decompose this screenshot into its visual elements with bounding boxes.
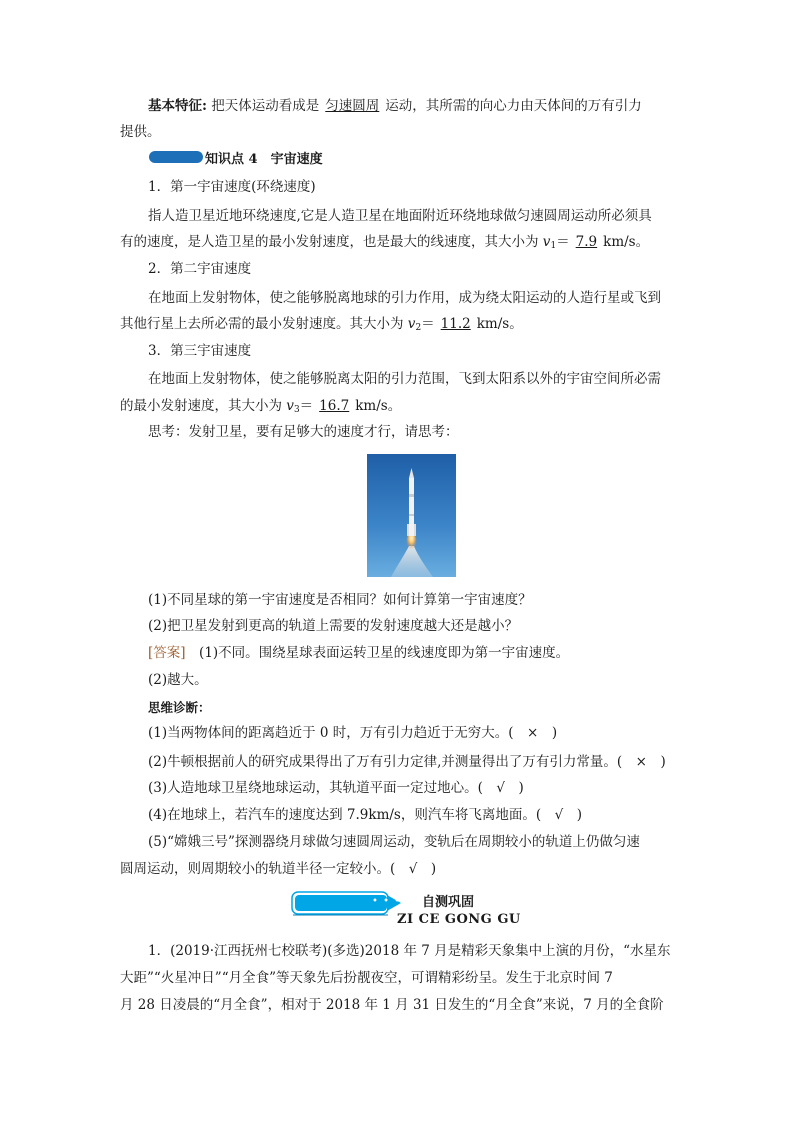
second-velocity-var: v	[407, 316, 416, 332]
rocket-launch-image	[367, 454, 456, 577]
section-dots: • • •	[372, 896, 402, 907]
second-velocity-text: 其他行星上去所必需的最小发射速度。其大小为	[120, 316, 408, 332]
knowledge-point-title: 知识点 4 宇宙速度	[205, 152, 323, 167]
second-velocity-line2	[120, 313, 523, 339]
third-velocity-unit: km/s。	[355, 398, 402, 414]
answer-text-1: (1)不同。围绕星球表面运转卫星的线速度即为第一宇宙速度。	[185, 645, 570, 661]
second-velocity-line1: 在地面上发射物体，使之能够脱离地球的引力作用，成为绕太阳运动的人造行星或飞到	[148, 290, 661, 306]
third-velocity-heading: 3．第三宇宙速度	[148, 343, 252, 359]
second-velocity-sub: 2	[415, 323, 422, 333]
knowledge-point-marker	[149, 151, 203, 163]
exercise-line: 月 28 日凌晨的“月全食”，相对于 2018 年 1 月 31 日发生的“月全食”来说，7 月的全食阶	[120, 997, 664, 1013]
section-title: 自测巩固	[422, 895, 475, 910]
first-velocity-line2	[120, 231, 649, 257]
third-velocity-line1: 在地面上发射物体，使之能够脱离太阳的引力范围，飞到太阳系以外的宇宙空间所必需	[148, 371, 661, 387]
basic-feature-text-after: 运动，其所需的向心力由天体间的万有引力	[385, 98, 642, 114]
basic-feature-blank: 匀速圆周	[325, 98, 380, 114]
think-prompt: 思考：发射卫星，要有足够大的速度才行，请思考：	[148, 424, 459, 440]
exercise-line: 1．(2019·江西抚州七校联考)(多选)2018 年 7 月是精彩天象集中上演的月份，“水星东	[148, 943, 671, 959]
section-subtitle: ZI CE GONG GU	[397, 912, 521, 927]
first-velocity-unit: km/s。	[603, 234, 650, 250]
third-velocity-sub: 3	[293, 405, 300, 415]
second-velocity-blank: 11.2	[440, 316, 471, 332]
basic-feature-line	[148, 95, 642, 117]
answer-label: [答案]	[148, 645, 186, 661]
second-velocity-heading: 2．第二宇宙速度	[148, 261, 252, 277]
third-velocity-line2	[120, 395, 401, 421]
diagnosis-heading: 思维诊断：	[148, 700, 211, 715]
think-answer-1	[148, 642, 569, 664]
think-question-2: (2)把卫星发射到更高的轨道上需要的发射速度越大还是越小？	[148, 618, 519, 634]
basic-feature-line2: 提供。	[120, 124, 161, 140]
third-velocity-var: v	[286, 398, 294, 414]
first-velocity-sub: 1	[550, 241, 557, 251]
diagnosis-item: (5)“嫦娥三号”探测器绕月球做匀速圆周运动，变轨后在周期较小的轨道上仍做匀速	[148, 834, 640, 850]
first-velocity-blank: 7.9	[575, 234, 598, 250]
first-velocity-heading: 1．第一宇宙速度(环绕速度)	[148, 179, 316, 195]
basic-feature-label: 基本特征:	[148, 98, 207, 114]
think-answer-2: (2)越大。	[148, 672, 208, 688]
third-velocity-eq: ＝	[299, 398, 314, 414]
think-question-1: (1)不同星球的第一宇宙速度是否相同？如何计算第一宇宙速度？	[148, 592, 532, 608]
diagnosis-item: 圆周运动，则周期较小的轨道半径一定较小。( √ )	[120, 861, 437, 877]
third-velocity-text: 的最小发射速度，其大小为	[120, 398, 287, 414]
first-velocity-line1: 指人造卫星近地环绕速度,它是人造卫星在地面附近环绕地球做匀速圆周运动所必须具	[148, 208, 652, 224]
second-velocity-unit: km/s。	[476, 316, 523, 332]
first-velocity-var: v	[542, 234, 551, 250]
first-velocity-text: 有的速度，是人造卫星的最小发射速度，也是最大的线速度，其大小为	[120, 234, 543, 250]
third-velocity-blank: 16.7	[319, 398, 350, 414]
basic-feature-text-before: 把天体运动看成是	[206, 98, 320, 114]
first-velocity-eq: ＝	[556, 234, 570, 250]
diagnosis-item: (3)人造地球卫星绕地球运动，其轨道平面一定过地心。( √ )	[148, 780, 524, 796]
second-velocity-eq: ＝	[421, 316, 435, 332]
rocket-illustration	[367, 454, 456, 577]
diagnosis-item: (2)牛顿根据前人的研究成果得出了万有引力定律,并测量得出了万有引力常量。( × )	[148, 754, 666, 770]
diagnosis-item: (1)当两物体间的距离趋近于 0 时，万有引力趋近于无穷大。( × )	[148, 725, 558, 741]
diagnosis-item: (4)在地球上，若汽车的速度达到 7.9km/s，则汽车将飞离地面。( √ )	[148, 807, 582, 823]
exercise-line: 大距”“火星冲日”“月全食”等天象先后扮靓夜空，可谓精彩纷呈。发生于北京时间 7	[120, 970, 613, 986]
